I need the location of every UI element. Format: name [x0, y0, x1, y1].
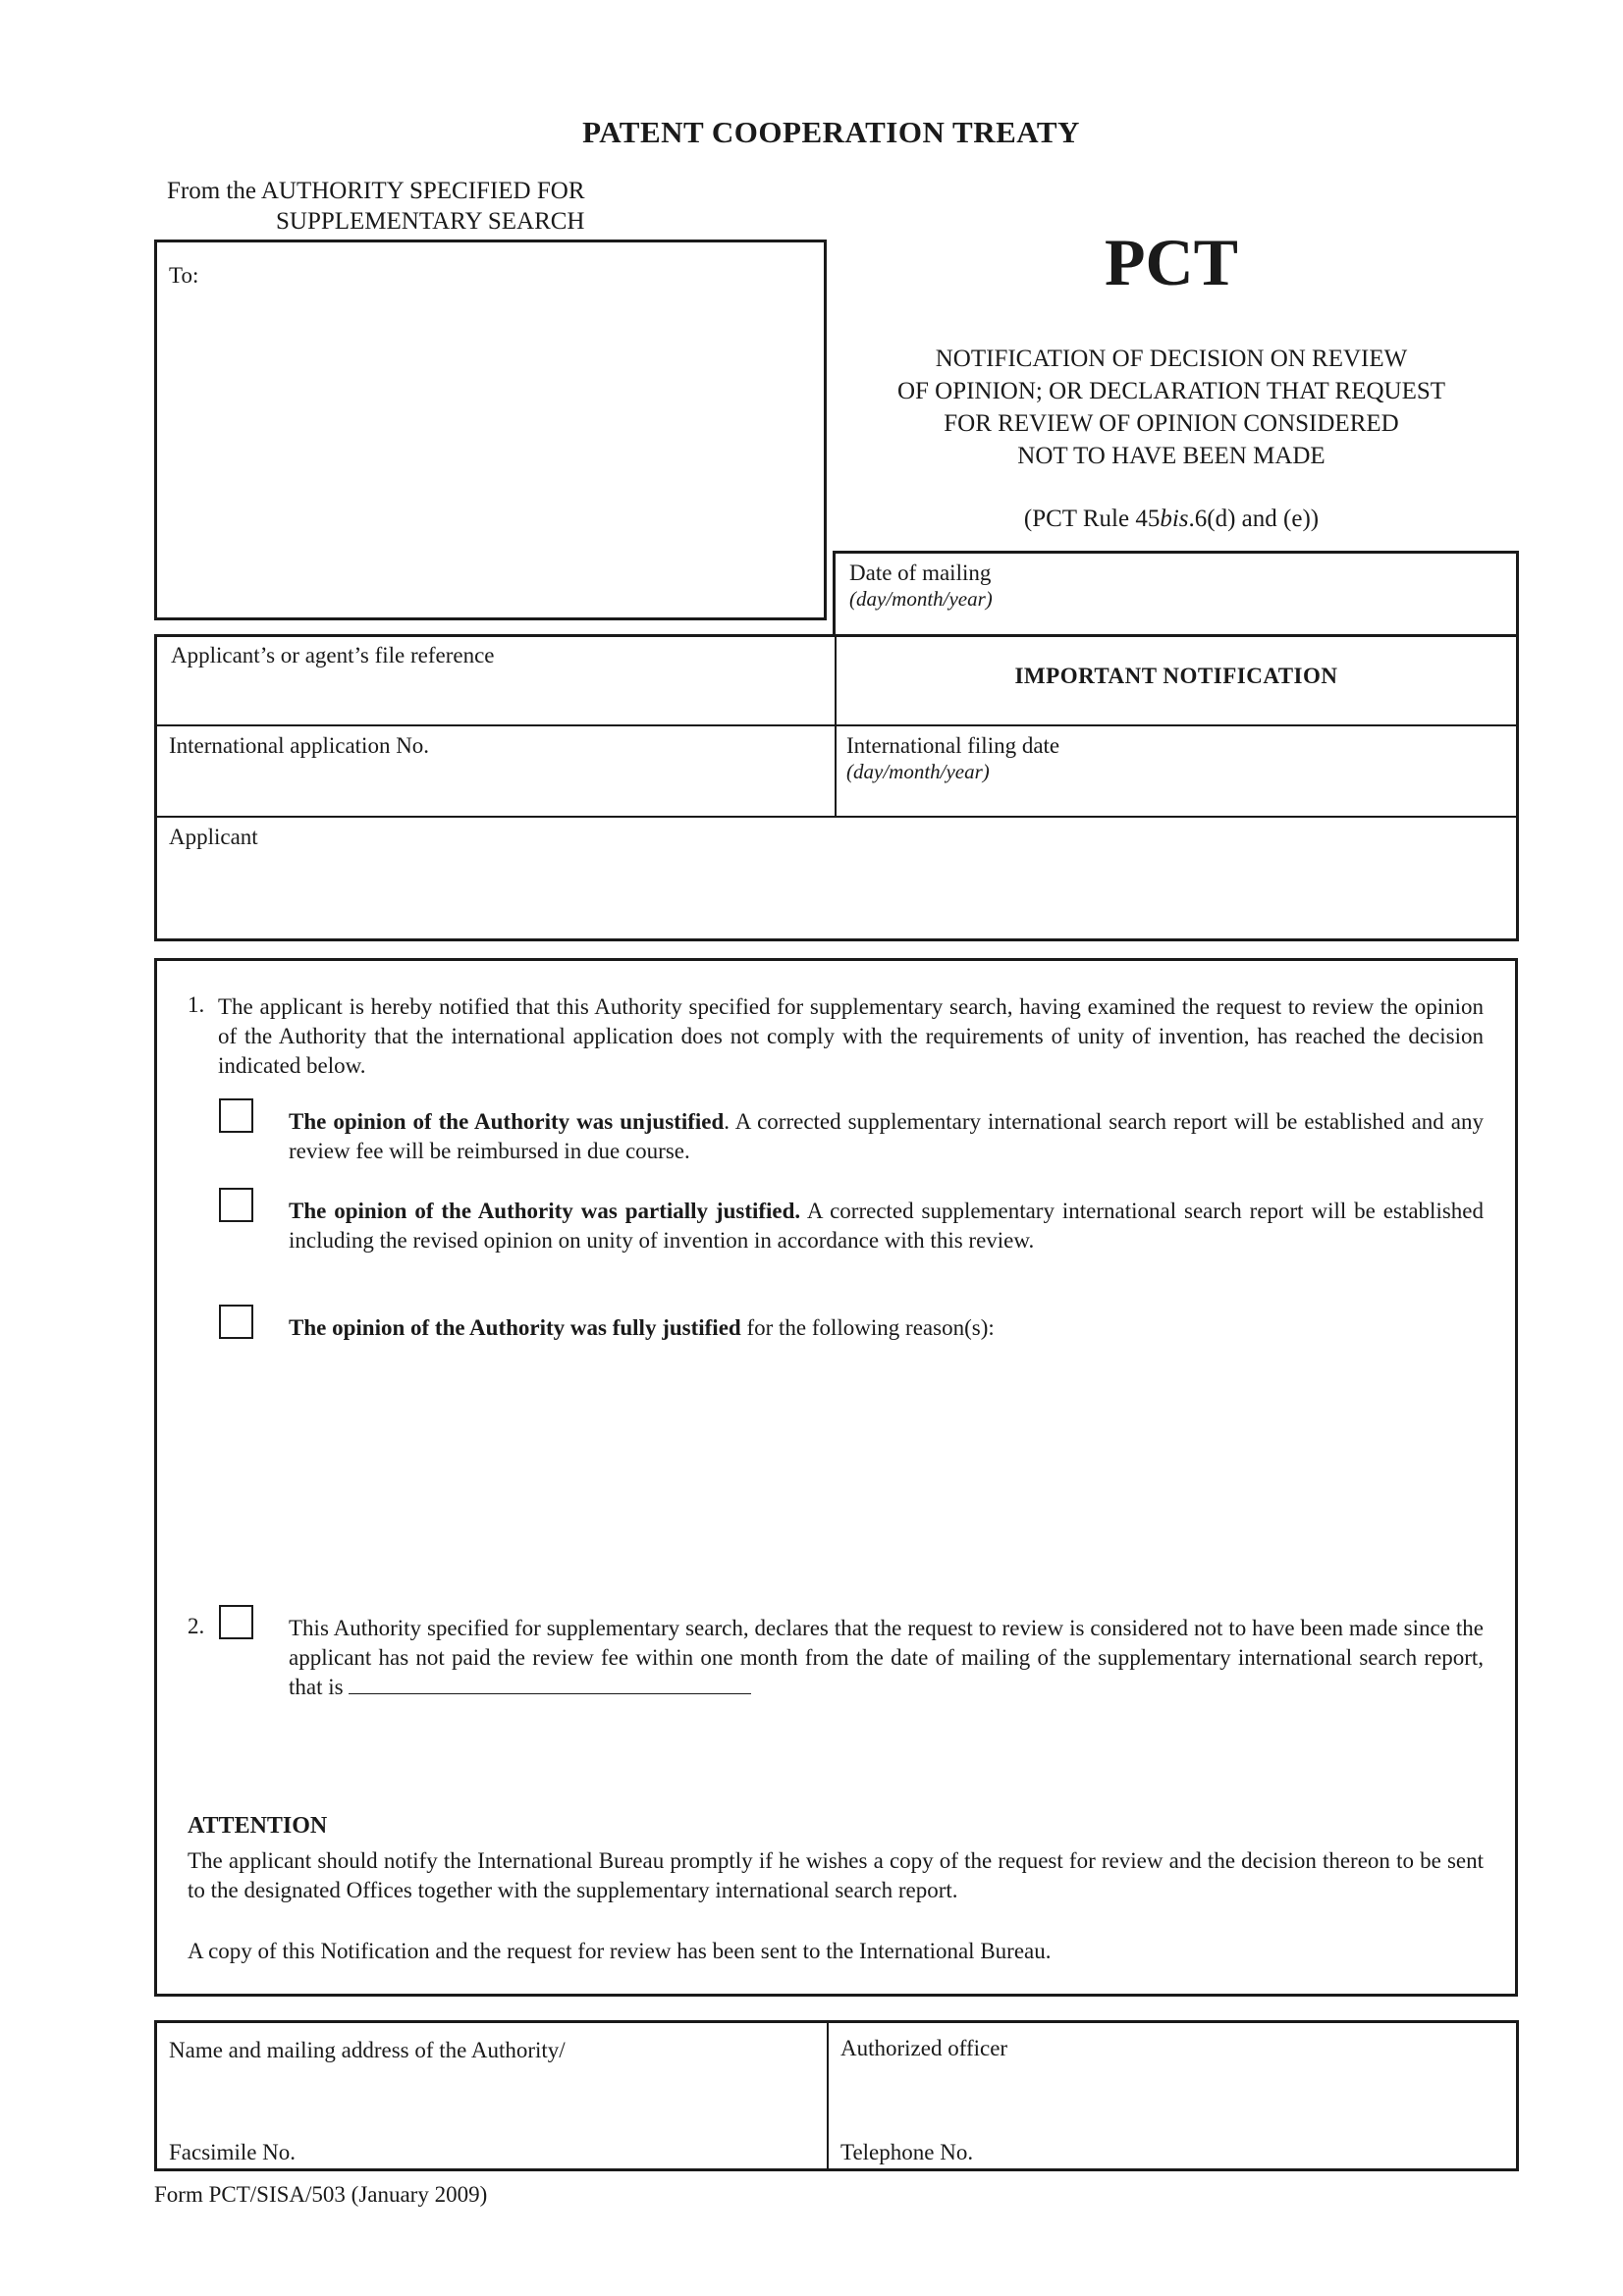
- from-authority-line2: SUPPLEMENTARY SEARCH: [276, 208, 585, 235]
- option-partially-justified-text: [289, 1197, 1484, 1255]
- option-unjustified-bold: The opinion of the Authority was unjustified: [289, 1109, 725, 1134]
- option-fully-justified-bold: The opinion of the Authority was fully justified: [289, 1315, 741, 1340]
- decision-section-box: [154, 958, 1518, 1997]
- file-reference-label: Applicant’s or agent’s file reference: [171, 643, 495, 667]
- checkbox-not-made[interactable]: [219, 1605, 253, 1639]
- form-identifier: Form PCT/SISA/503 (January 2009): [154, 2182, 488, 2207]
- application-details-table: [154, 634, 1519, 941]
- notification-line: OF OPINION; OR DECLARATION THAT REQUEST: [896, 378, 1446, 404]
- option-partially-justified-bold: The opinion of the Authority was partially justified.: [289, 1199, 801, 1223]
- filing-date-format-hint: (day/month/year): [846, 760, 990, 783]
- section2-body: This Authority specified for supplementary search, declares that the request to review is considered not to have been made since the applicant has not paid the review fee within one month from the date of mailing of the supplementary international search report, that is: [289, 1616, 1484, 1699]
- rule-italic: bis: [1160, 506, 1189, 532]
- to-address-box[interactable]: [154, 240, 827, 620]
- important-notification-heading: IMPORTANT NOTIFICATION: [1014, 664, 1338, 688]
- checkbox-partially-justified[interactable]: [219, 1188, 253, 1222]
- checkbox-fully-justified[interactable]: [219, 1305, 253, 1339]
- option-fully-justified-text: [289, 1313, 1484, 1343]
- fee-deadline-blank[interactable]: [349, 1674, 751, 1694]
- facsimile-label: Facsimile No.: [169, 2140, 297, 2164]
- rule-suffix: .6(d) and (e)): [1188, 506, 1320, 532]
- authority-address-field[interactable]: [157, 2023, 827, 2168]
- attention-text: The applicant should notify the International Bureau promptly if he wishes a copy of the request for review and the decision thereon to be sent to the designated Offices together with the supplementary international search report.: [188, 1848, 1484, 1902]
- intl-application-no-label: International application No.: [169, 733, 430, 758]
- date-of-mailing-field[interactable]: [833, 551, 1519, 637]
- applicant-field[interactable]: [157, 818, 1516, 938]
- to-label: To:: [169, 263, 199, 288]
- authorized-officer-field[interactable]: [829, 2023, 1516, 2168]
- option-unjustified-text: [289, 1107, 1484, 1166]
- intl-filing-date-field[interactable]: [837, 726, 1516, 816]
- telephone-label: Telephone No.: [840, 2140, 974, 2164]
- form-title: PATENT COOPERATION TREATY: [582, 115, 1080, 149]
- intl-application-no-field[interactable]: [157, 726, 835, 816]
- name-address-label: Name and mailing address of the Authority/: [169, 2038, 566, 2062]
- attention-heading: ATTENTION: [188, 1813, 328, 1839]
- rule-prefix: (PCT Rule 45: [1023, 506, 1161, 532]
- notification-line: FOR REVIEW OF OPINION CONSIDERED: [944, 410, 1399, 437]
- section2-number: 2.: [188, 1614, 205, 1638]
- applicant-label: Applicant: [169, 825, 258, 849]
- notification-title: [833, 343, 1510, 472]
- file-reference-field[interactable]: [157, 637, 835, 724]
- authorized-officer-label: Authorized officer: [840, 2036, 1008, 2060]
- rule-reference: [833, 506, 1510, 533]
- option-fully-justified-rest: for the following reason(s):: [740, 1315, 995, 1340]
- copy-note: A copy of this Notification and the request for review has been sent to the International Bureau.: [188, 1939, 1052, 1963]
- notification-line: NOTIFICATION OF DECISION ON REVIEW: [935, 346, 1408, 372]
- notification-line: NOT TO HAVE BEEN MADE: [1017, 443, 1325, 469]
- section2-text: [289, 1614, 1484, 1702]
- section1-intro: The applicant is hereby notified that this Authority specified for supplementary search, having examined the request to review the opinion of the Authority that the international application does not comply with the requirements of unity of invention, has reached the decision indicated below.: [218, 994, 1484, 1078]
- from-authority-line1: From the AUTHORITY SPECIFIED FOR: [167, 178, 585, 204]
- date-format-hint: (day/month/year): [849, 587, 993, 611]
- authority-details-box: [154, 2020, 1519, 2171]
- pct-heading: PCT: [1105, 225, 1238, 299]
- option-partially-justified-rest: A corrected supplementary international search report will be established including the revised opinion on unity of invention in accordance with this review.: [289, 1199, 1484, 1253]
- intl-filing-date-label: International filing date: [846, 733, 1060, 758]
- date-of-mailing-label: Date of mailing: [849, 561, 992, 585]
- checkbox-unjustified[interactable]: [219, 1098, 253, 1133]
- section1-number: 1.: [188, 992, 205, 1017]
- option-unjustified-rest: . A corrected supplementary international search report will be established and any review fee will be reimbursed in due course.: [289, 1109, 1484, 1163]
- reasons-area[interactable]: [289, 1349, 1484, 1584]
